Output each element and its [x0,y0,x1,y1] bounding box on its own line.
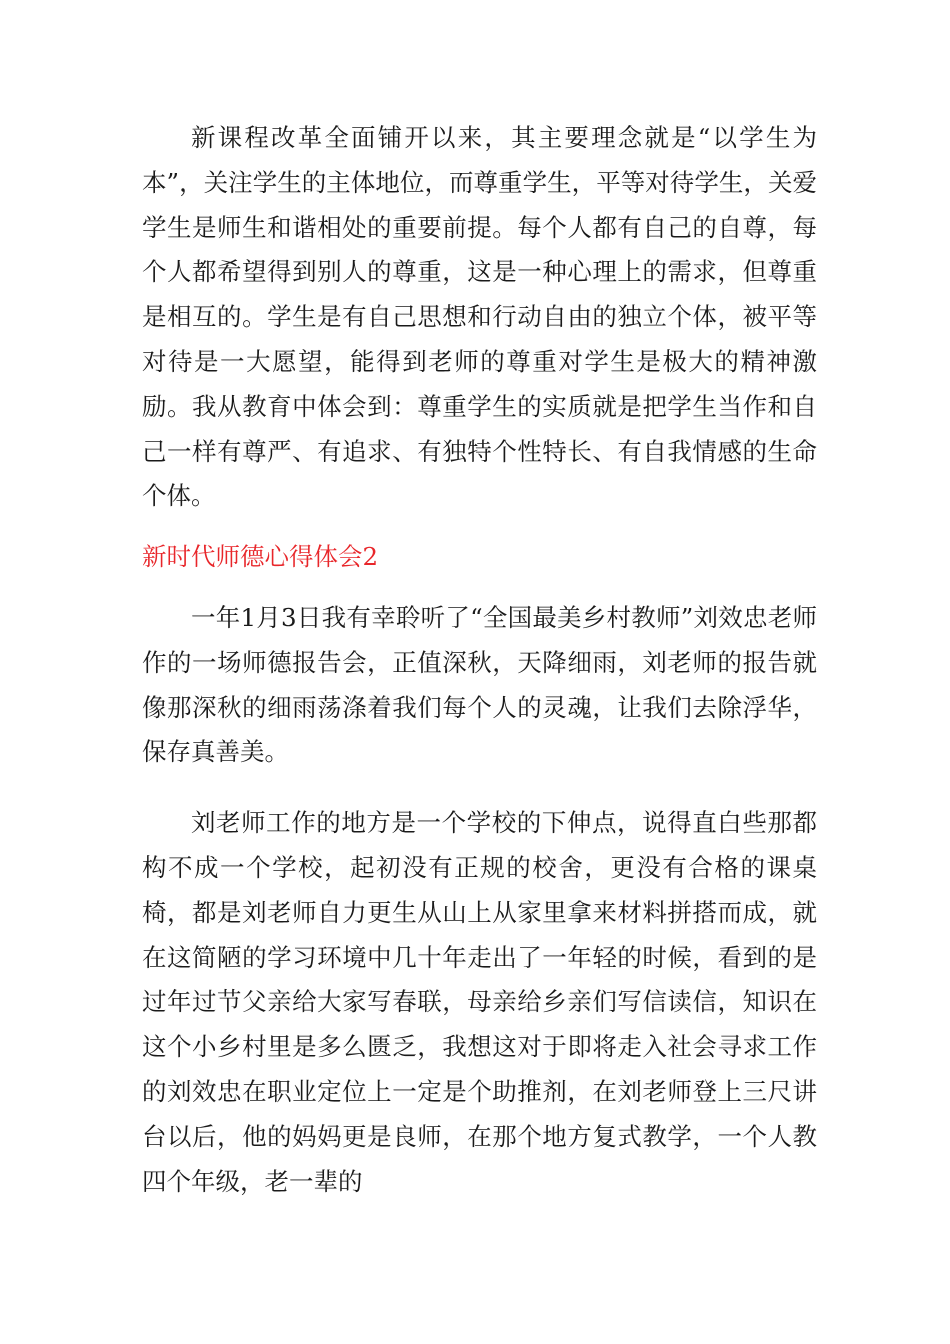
document-page [142,116,817,1204]
body-paragraph-2: 一年1月3日我有幸聆听了“全国最美乡村教师”刘效忠老师作的一场师德报告会，正值深秋，天降细雨，刘老师的报告就像那深秋的细雨荡涤着我们每个人的灵魂，让我们去除浮华，保存真善美。 [142,602,817,767]
section-heading: 新时代师德心得体会2 [142,542,379,572]
body-paragraph-3: 刘老师工作的地方是一个学校的下伸点，说得直白些那都构不成一个学校，起初没有正规的校舍，更没有合格的课桌椅，都是刘老师自力更生从山上从家里拿来材料拼搭而成，就在这简陋的学习环境中几十年走出了一年轻的时候，看到的是过年过节父亲给大家写春联，母亲给乡亲们写信读信，知识在这个小乡村里是多么匮乏，我想这对于即将走入社会寻求工作的刘效忠在职业定位上一定是个助推剂，在刘老师登上三尺讲台以后，他的妈妈更是良师，在那个地方复式教学，一个人教四个年级，老一辈的 [142,808,817,1196]
body-paragraph-1: 新课程改革全面铺开以来，其主要理念就是“以学生为本”，关注学生的主体地位，而尊重学生，平等对待学生，关爱学生是师生和谐相处的重要前提。每个人都有自己的自尊，每个人都希望得到别人的尊重，这是一种心理上的需求，但尊重是相互的。学生是有自己思想和行动自由的独立个体，被平等对待是一大愿望，能得到老师的尊重对学生是极大的精神激励。我从教育中体会到：尊重学生的实质就是把学生当作和自己一样有尊严、有追求、有独特个性特长、有自我情感的生命个体。 [142,123,817,511]
